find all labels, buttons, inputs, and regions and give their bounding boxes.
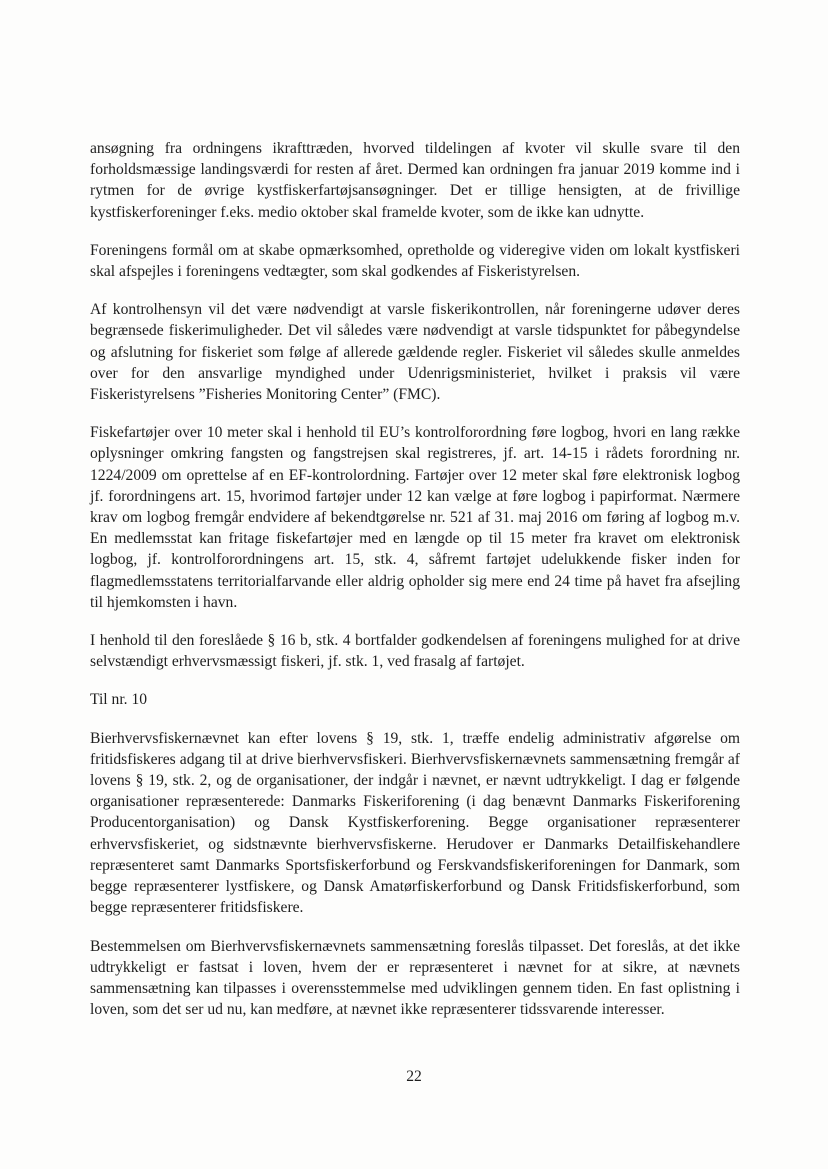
paragraph-board-composition: Bierhvervsfiskernævnet kan efter lovens § 19, stk. 1, træffe endelig administrativ afgørelse om fritidsfiskeres adgang til at drive bierhvervsfiskeri. Bierhvervsfiskernævnets sammensætning fremgår af lovens § 19, stk. 2, og de organisationer, der indgår i nævnet, er nævnt udtrykkeligt. I dag er følgende organisationer repræsenterede: Danmarks Fiskeriforening (i dag benævnt Danmarks Fiskeriforening Producentorganisation) og Dansk Kystfiskerforening. Begge organisationer repræsenterer erhvervsfiskeriet, og sidstnævnte bierhvervsfiskerne. Herudover er Danmarks Detailfiskehandlere repræsenteret samt Danmarks Sportsfiskerforbund og Ferskvandsfiskeriforeningen for Danmark, som begge repræsenterer lystfiskere, og Dansk Amatørfiskerforbund og Dansk Fritidsfiskerforbund, som begge repræsenterer fritidsfiskere. [90, 729, 740, 917]
paragraph-approval-lapse: I henhold til den foreslåede § 16 b, stk. 4 bortfalder godkendelsen af foreningens mulighed for at drive selvstændigt erhvervsmæssigt fiskeri, jf. stk. 1, ved frasalg af fartøjet. [90, 632, 740, 671]
paragraph-association-purpose: Foreningens formål om at skabe opmærksomhed, opretholde og videregive viden om lokalt kystfiskeri skal afspejles i foreningens vedtægter, som skal godkendes af Fiskeristyrelsen. [90, 241, 740, 281]
paragraph-control-notification: Af kontrolhensyn vil det være nødvendigt at varsle fiskerikontrollen, når foreningerne udøver deres begrænsede fiskerimuligheder. Det vil således være nødvendigt at varsle tidspunktet for påbegyndelse og afslutning for fiskeriet som følge af allerede gældende regler. Fiskeriet vil således skulle anmeldes over for den ansvarlige myndighed under Udenrigsministeriet, hvilket i praksis vil være Fiskeristyrelsens ”Fisheries Monitoring Center” (FMC). [90, 301, 740, 404]
page-number: 22 [406, 1068, 422, 1085]
body-text [90, 138, 740, 1037]
paragraph-composition-proposal: Bestemmelsen om Bierhvervsfiskernævnets sammensætning foreslås tilpasset. Det foreslås, at det ikke udtrykkeligt er fastsat i loven, hvem der er repræsenteret i nævnet for at sikre, at nævnets sammensætning kan tilpasses i overensstemmelse med udviklingen gennem tiden. En fast oplistning i loven, som det ser ud nu, kan medføre, at nævnet ikke repræsenterer tidssvarende interesser. [90, 937, 740, 1019]
paragraph-logbook-rules: Fiskefartøjer over 10 meter skal i henhold til EU’s kontrolforordning føre logbog, hvori en lang række oplysninger omkring fangsten og fangstrejsen skal registreres, jf. art. 14-15 i rådets forordning nr. 1224/2009 om oprettelse af en EF-kontrolordning. Fartøjer over 12 meter skal føre elektronisk logbog jf. forordningens art. 15, hvorimod fartøjer under 12 kan vælge at føre logbog i papirformat. Nærmere krav om logbog fremgår endvidere af bekendtgørelse nr. 521 af 31. maj 2016 om føring af logbog m.v. En medlemsstat kan fritage fiskefartøjer med en længde op til 15 meter fra kravet om elektronisk logbog, jf. kontrolforordningens art. 15, stk. 4, såfremt fartøjet udelukkende fisker inden for flagmedlemsstatens territorialfarvande eller aldrig opholder sig mere end 24 time på havet fra afsejling til hjemkomsten i havn. [90, 424, 740, 611]
paragraph-application-timing: ansøgning fra ordningens ikrafttræden, hvorved tildelingen af kvoter vil skulle svare til den forholdsmæssige landingsværdi for resten af året. Dermed kan ordningen fra januar 2019 komme ind i rytmen for de øvrige kystfiskerfartøjsansøgninger. Det er tillige hensigten, at de frivillige kystfiskerforeninger f.eks. medio oktober skal framelde kvoter, som de ikke kan udnytte. [90, 140, 740, 221]
section-heading-nr-10: Til nr. 10 [90, 691, 148, 709]
